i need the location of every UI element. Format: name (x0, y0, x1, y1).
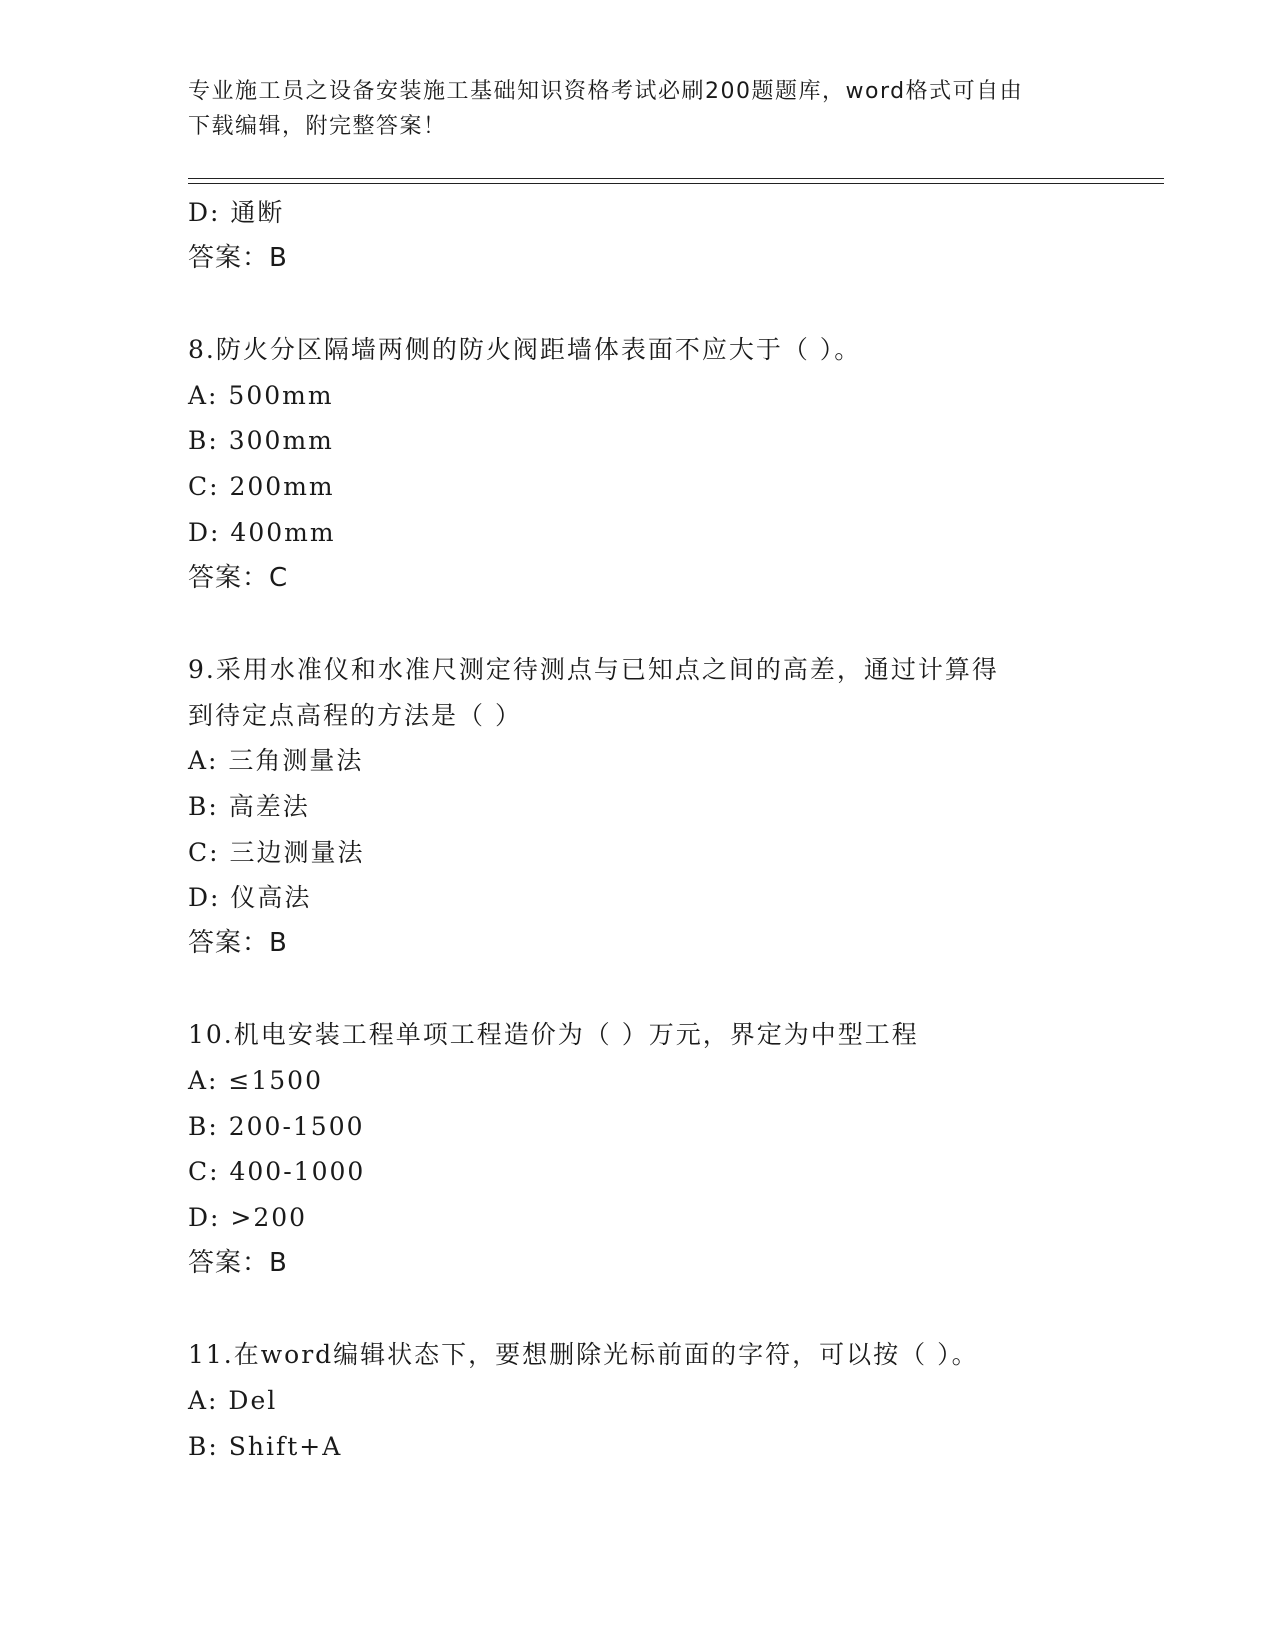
spacer (188, 967, 1148, 1013)
question-stem: 10.机电安装工程单项工程造价为（ ）万元，界定为中型工程 (188, 1020, 919, 1050)
question-stem: 9.采用水准仪和水准尺测定待测点与已知点之间的高差，通过计算得 (188, 654, 999, 684)
option-b: B: 300mm (188, 426, 334, 456)
option-a: A: 三角测量法 (188, 746, 364, 776)
question-10 (188, 1012, 1148, 1286)
question-list (188, 190, 1148, 1469)
option-c: C: 200mm (188, 472, 335, 502)
option-b: B: Shift+A (188, 1431, 343, 1461)
answer: 答案：C (188, 562, 289, 593)
option-d: D: 通断 (188, 198, 285, 227)
question-7-tail (188, 190, 1148, 281)
header-rule-bottom (188, 183, 1164, 184)
option-b: B: 200-1500 (188, 1111, 365, 1141)
option-a: A: ≤1500 (188, 1066, 323, 1096)
question-9 (188, 647, 1148, 967)
question-11 (188, 1332, 1148, 1469)
header-line-1: 专业施工员之设备安装施工基础知识资格考试必刷200题题库，word格式可自由 (188, 79, 1024, 104)
option-a: A: 500mm (188, 380, 334, 410)
option-d: D: >200 (188, 1203, 308, 1233)
option-d: D: 400mm (188, 517, 336, 547)
spacer (188, 601, 1148, 647)
question-stem: 11.在word编辑状态下，要想删除光标前面的字符，可以按（ ）。 (188, 1340, 979, 1370)
document-header (188, 74, 1088, 144)
question-stem-continued: 到待定点高程的方法是（ ） (188, 700, 522, 730)
header-line-2: 下载编辑，附完整答案！ (188, 114, 447, 139)
question-stem: 8.防火分区隔墙两侧的防火阀距墙体表面不应大于（ ）。 (188, 335, 862, 365)
spacer (188, 1287, 1148, 1333)
option-c: C: 三边测量法 (188, 837, 365, 867)
spacer (188, 281, 1148, 327)
answer: 答案：B (188, 242, 288, 273)
answer: 答案：B (188, 928, 288, 958)
question-8 (188, 327, 1148, 601)
option-b: B: 高差法 (188, 791, 310, 821)
option-d: D: 仪高法 (188, 883, 312, 913)
option-c: C: 400-1000 (188, 1157, 366, 1187)
answer: 答案：B (188, 1247, 288, 1278)
header-rule-top (188, 178, 1164, 179)
option-a: A: Del (188, 1385, 278, 1415)
